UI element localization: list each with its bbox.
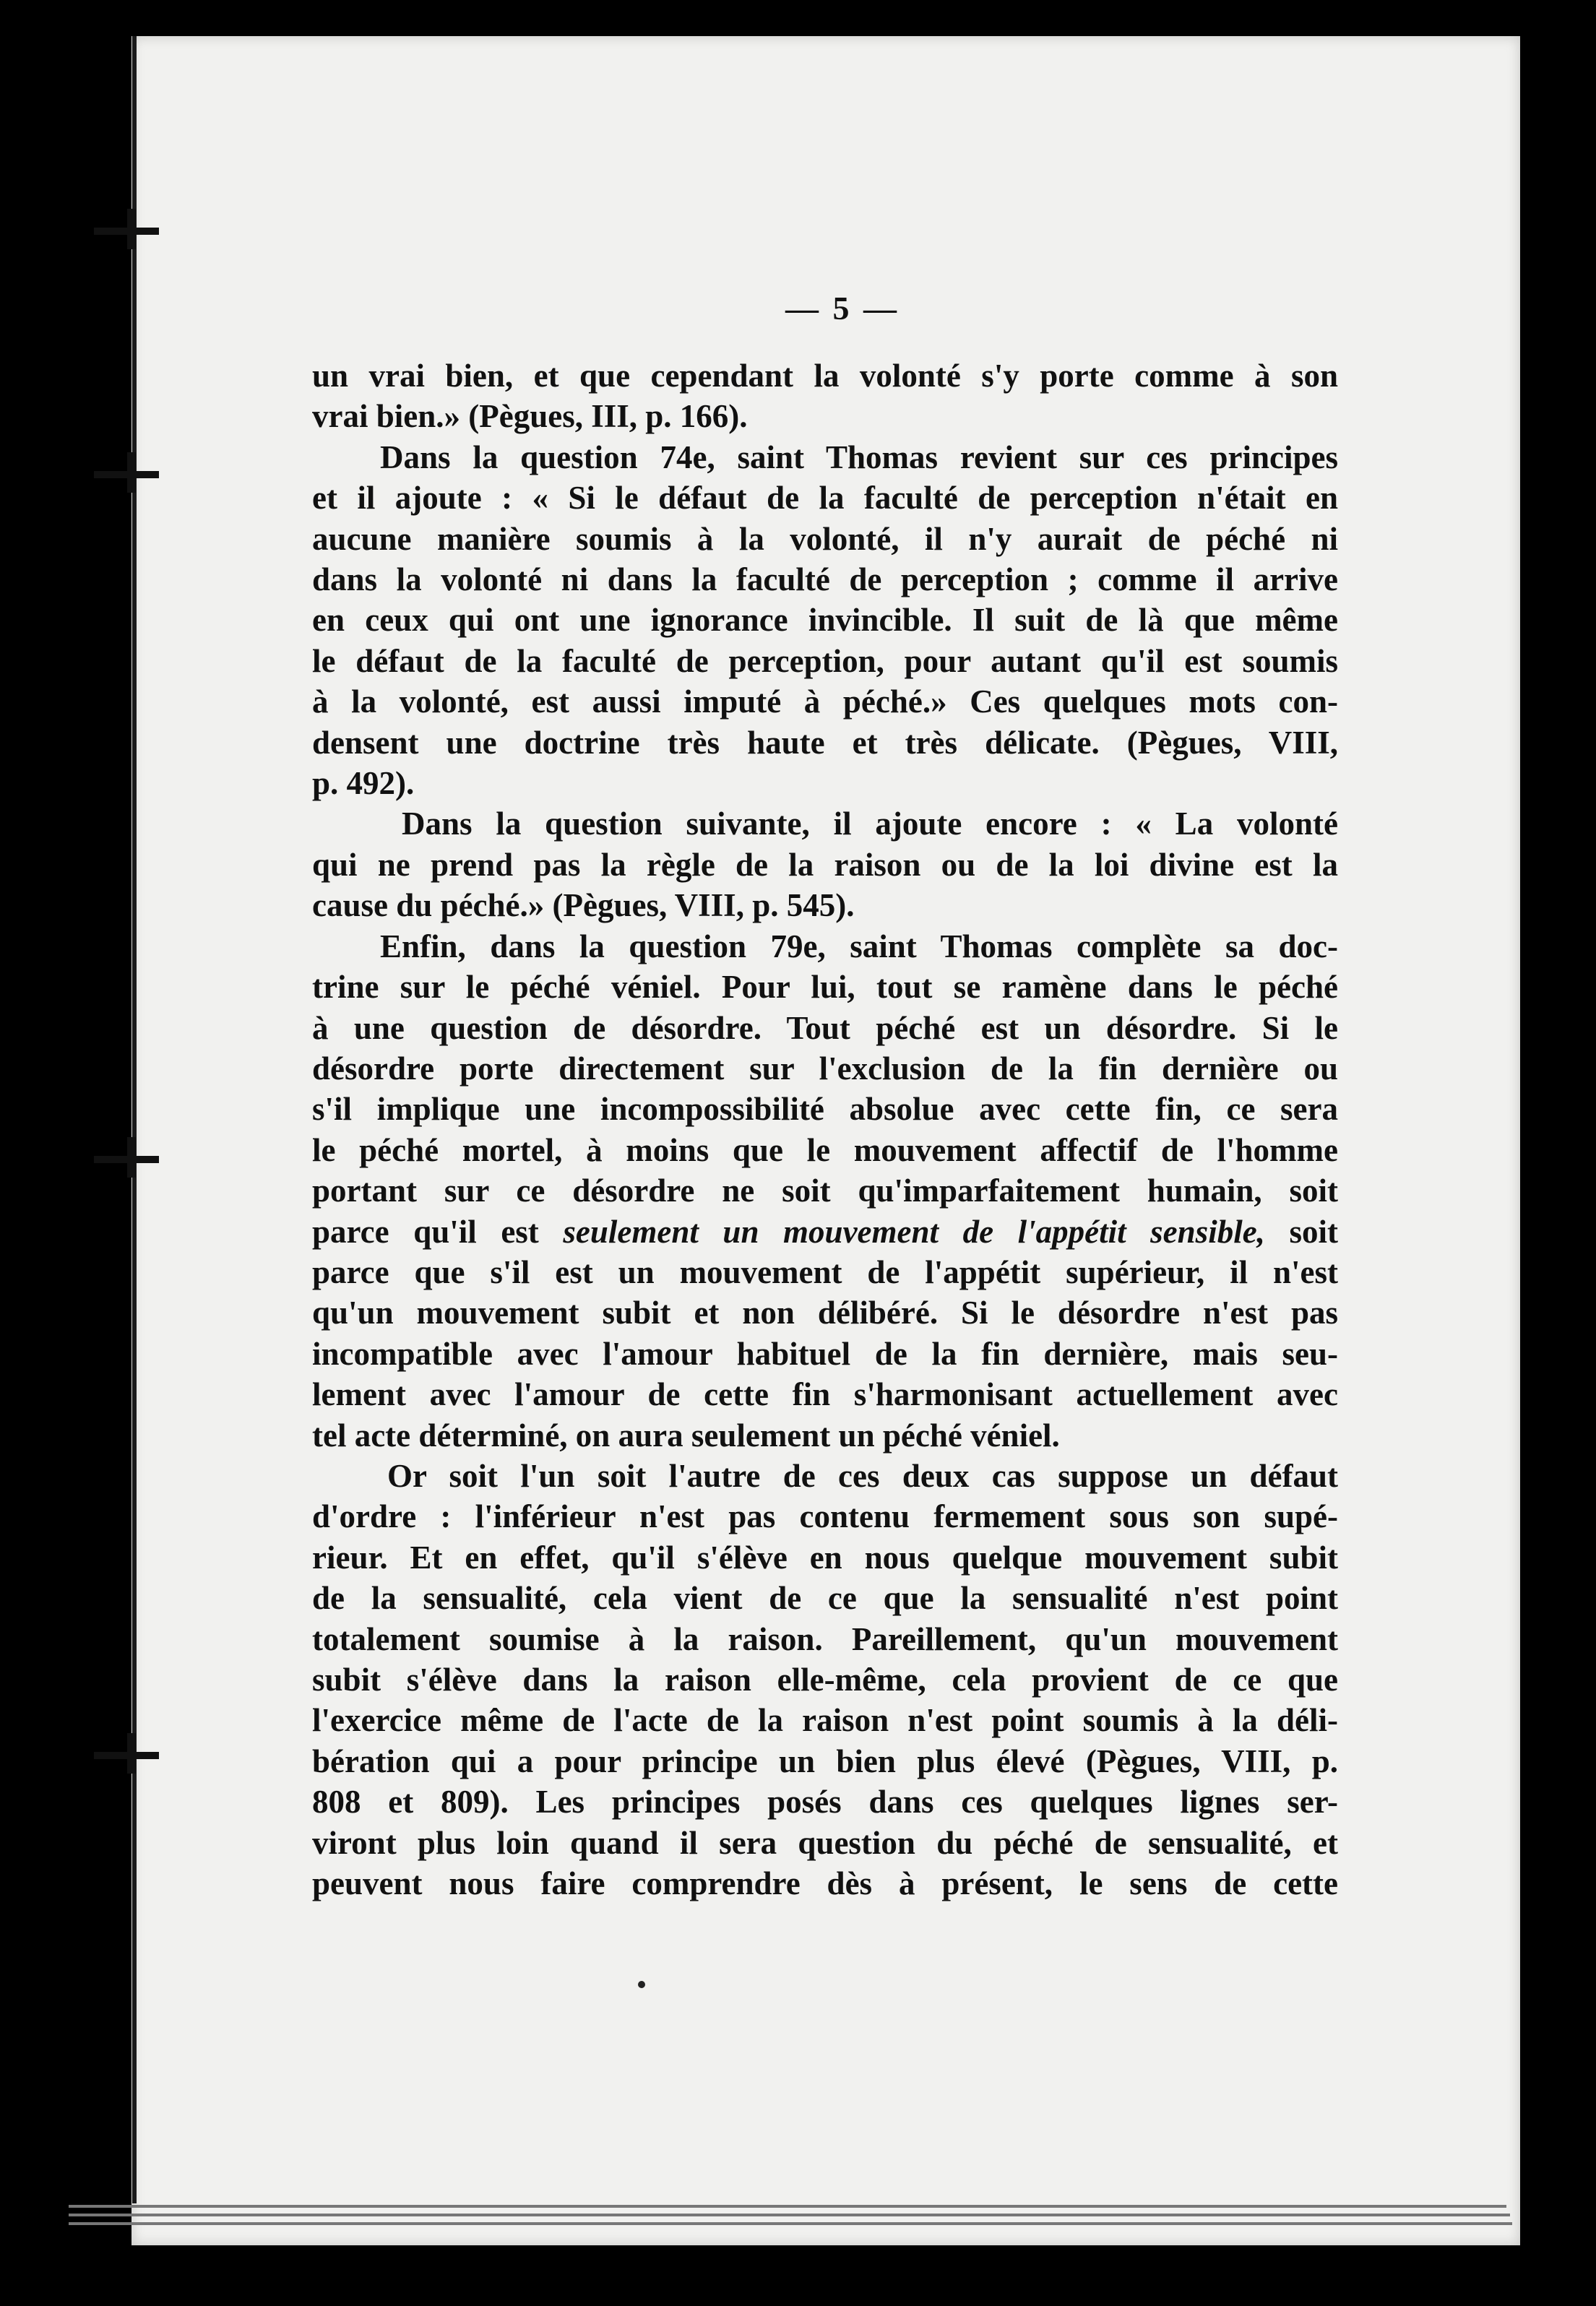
text-line: subit s'élève dans la raison elle-même, cela provient de ce que	[312, 1662, 1338, 1698]
page-edge-line	[69, 2222, 1512, 2225]
text-line: peuvent nous faire comprendre dès à présent, le sens de cette	[312, 1865, 1338, 1902]
text-line: de la sensualité, cela vient de ce que la sensualité n'est point	[312, 1580, 1338, 1617]
text-line: densent une doctrine très haute et très délicate. (Pègues, VIII,	[312, 724, 1338, 761]
binding-edge	[132, 36, 137, 2203]
paragraph-3	[312, 803, 1338, 925]
italic-phrase: seulement un mouvement de l'appétit sensible,	[563, 1213, 1265, 1250]
text-line: à une question de désordre. Tout péché est un désordre. Si le	[312, 1009, 1338, 1046]
text-line: bération qui a pour principe un bien plus élevé (Pègues, VIII, p.	[312, 1743, 1338, 1779]
text-line: tel acte déterminé, on aura seulement un péché véniel.	[312, 1417, 1060, 1454]
binding-stitch	[94, 1752, 159, 1759]
text-line: désordre porte directement sur l'exclusion de la fin dernière ou	[312, 1050, 1338, 1087]
text-line: vrai bien.» (Pègues, III, p. 166).	[312, 398, 748, 435]
text-line-with-italic: parce qu'il est seulement un mouvement de l'appétit sensible, soit	[312, 1213, 1338, 1250]
text-line: Dans la question 74e, saint Thomas revient sur ces principes	[380, 439, 1338, 475]
text-line: le péché mortel, à moins que le mouvement affectif de l'homme	[312, 1131, 1338, 1168]
paragraph-1	[312, 355, 1338, 437]
text-line: aucune manière soumis à la volonté, il n'y aurait de péché ni	[312, 520, 1338, 557]
page-edge-line	[69, 2214, 1510, 2216]
text-line: cause du péché.» (Pègues, VIII, p. 545).	[312, 887, 855, 924]
text-line: et il ajoute : « Si le défaut de la faculté de perception n'était en	[312, 480, 1338, 517]
body-text	[312, 355, 1338, 1904]
text-line: s'il implique une incompossibilité absolue avec cette fin, ce sera	[312, 1091, 1338, 1128]
page-number: — 5 —	[785, 290, 900, 327]
page-edge-line	[69, 2205, 1506, 2208]
text-line: dans la volonté ni dans la faculté de perception ; comme il arrive	[312, 561, 1338, 598]
text-line: à la volonté, est aussi imputé à péché.» Ces quelques mots con-	[312, 683, 1338, 720]
text-line: Enfin, dans la question 79e, saint Thomas complète sa doc-	[380, 928, 1338, 964]
text-line: lement avec l'amour de cette fin s'harmonisant actuellement avec	[312, 1376, 1338, 1413]
text-line: Or soit l'un soit l'autre de ces deux cas suppose un défaut	[387, 1457, 1338, 1494]
text-line: le défaut de la faculté de perception, pour autant qu'il est soumis	[312, 642, 1338, 679]
paragraph-4	[312, 926, 1338, 1456]
text-line: 808 et 809). Les principes posés dans ces quelques lignes ser-	[312, 1784, 1338, 1821]
text-line: viront plus loin quand il sera question du péché de sensualité, et	[312, 1824, 1338, 1861]
text-line: portant sur ce désordre ne soit qu'imparfaitement humain, soit	[312, 1173, 1338, 1209]
binding-stitch	[94, 471, 159, 478]
text-line: incompatible avec l'amour habituel de la fin dernière, mais seu-	[312, 1335, 1338, 1372]
text-line: rieur. Et en effet, qu'il s'élève en nous quelque mouvement subit	[312, 1539, 1338, 1576]
text-line: l'exercice même de l'acte de la raison n'est point soumis à la déli-	[312, 1702, 1338, 1739]
paragraph-2	[312, 437, 1338, 804]
text-line: un vrai bien, et que cependant la volonté s'y porte comme à son	[312, 358, 1338, 394]
ink-dot	[638, 1981, 645, 1988]
paragraph-5	[312, 1456, 1338, 1904]
text-line: Dans la question suivante, il ajoute encore : « La volonté	[402, 806, 1338, 842]
text-line: en ceux qui ont une ignorance invincible. Il suit de là que même	[312, 602, 1338, 639]
text-line: qui ne prend pas la règle de la raison ou de la loi divine est la	[312, 846, 1338, 883]
text-line: qu'un mouvement subit et non délibéré. Si le désordre n'est pas	[312, 1295, 1338, 1331]
text-line: p. 492).	[312, 765, 415, 802]
binding-stitch	[94, 228, 159, 235]
text-line: d'ordre : l'inférieur n'est pas contenu fermement sous son supé-	[312, 1498, 1338, 1535]
text-line: totalement soumise à la raison. Pareillement, qu'un mouvement	[312, 1620, 1338, 1657]
text-line: trine sur le péché véniel. Pour lui, tout se ramène dans le péché	[312, 969, 1338, 1006]
binding-stitch	[94, 1156, 159, 1163]
text-line: parce que s'il est un mouvement de l'appétit supérieur, il n'est	[312, 1253, 1338, 1290]
